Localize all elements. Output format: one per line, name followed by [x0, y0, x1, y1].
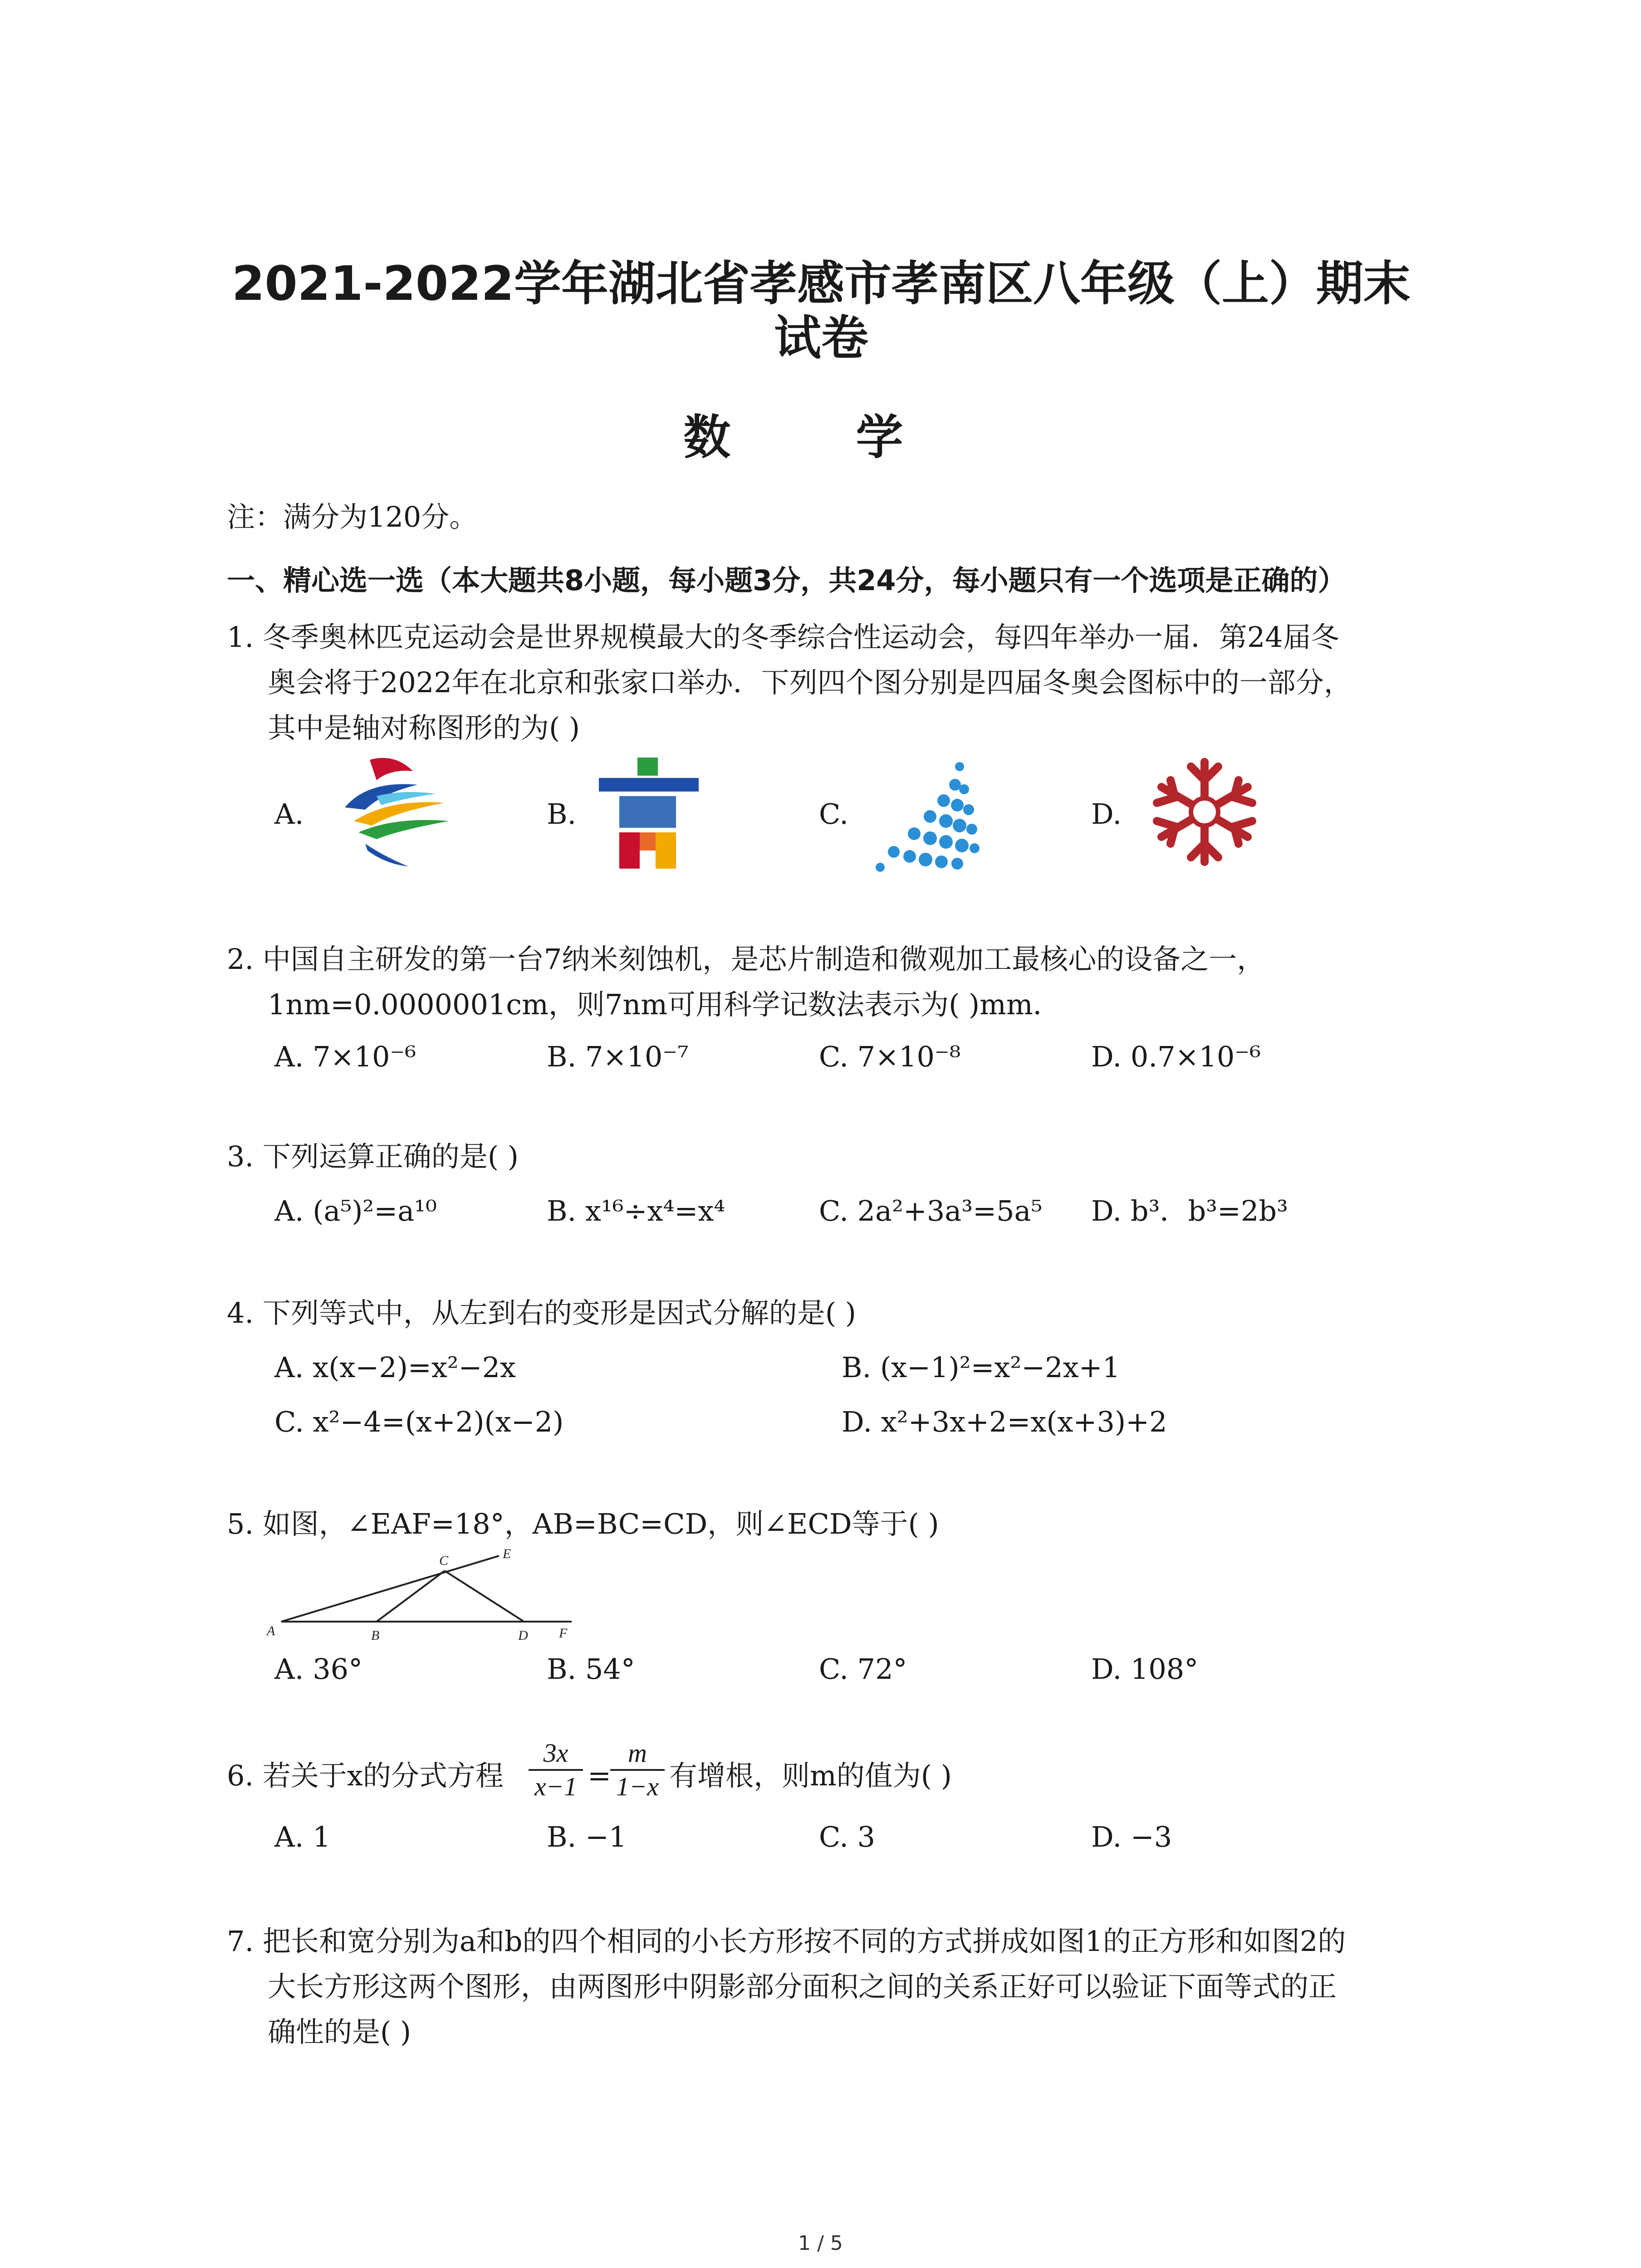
q2-option-d: D. 0.7×10⁻⁶: [1091, 1040, 1261, 1073]
q3-text-line1: 3. 下列运算正确的是( ): [227, 1140, 519, 1173]
q6-option-d: D. −3: [1091, 1820, 1172, 1853]
q5-option-c: C. 72°: [819, 1652, 907, 1686]
q1-text-line3: 其中是轴对称图形的为( ): [268, 711, 580, 744]
q5-option-a: A. 36°: [274, 1652, 363, 1686]
q5-label-f: F: [559, 1626, 568, 1641]
q1-option-c: C.: [819, 797, 848, 831]
q3-option-a: A. (a⁵)²=a¹⁰: [274, 1194, 437, 1227]
q4-option-c: C. x²−4=(x+2)(x−2): [274, 1405, 564, 1438]
beijing-logo-icon: [327, 753, 458, 871]
q6-option-b: B. −1: [547, 1820, 627, 1853]
exam-title-line2: 试卷: [774, 310, 868, 366]
q5-option-b: B. 54°: [547, 1652, 635, 1686]
inukshuk-icon: [594, 753, 703, 871]
q6-fraction-1: [529, 1737, 583, 1803]
q5-label-b: B: [371, 1628, 380, 1643]
q5-text-line1: 5. 如图，∠EAF=18°，AB=BC=CD，则∠ECD等于( ): [227, 1507, 939, 1540]
q4-option-a: A. x(x−2)=x²−2x: [274, 1351, 516, 1384]
q7-text-line3: 确性的是( ): [268, 2015, 411, 2048]
q6-frac1-numerator: 3x: [529, 1737, 583, 1771]
q5-label-e: E: [503, 1546, 511, 1561]
snowflake-icon: [1143, 753, 1266, 871]
q1-text-line2: 奥会将于2022年在北京和张家口举办．下列四个图分别是四届冬奥会图标中的一部分，: [268, 666, 1352, 699]
subject-heading: 数 学: [683, 410, 958, 465]
q5-label-d: D: [518, 1628, 528, 1643]
q6-text-prefix: 6. 若关于x的分式方程: [227, 1759, 504, 1792]
q7-text-line1: 7. 把长和宽分别为a和b的四个相同的小长方形按不同的方式拼成如图1的正方形和如图2的: [227, 1925, 1346, 1958]
sochi-pattern-icon: [867, 748, 985, 875]
q6-fraction-2: [610, 1737, 665, 1803]
q2-option-c: C. 7×10⁻⁸: [819, 1040, 961, 1073]
q6-option-c: C. 3: [819, 1820, 876, 1853]
exam-title-line1: 2021-2022学年湖北省孝感市孝南区八年级（上）期末: [231, 256, 1411, 311]
q5-label-c: C: [439, 1553, 449, 1568]
q2-option-a: A. 7×10⁻⁶: [274, 1040, 416, 1073]
page-number: 1 / 5: [798, 2232, 843, 2255]
q4-option-b: B. (x−1)²=x²−2x+1: [842, 1351, 1121, 1384]
q6-frac2-numerator: m: [610, 1737, 665, 1771]
section1-heading: 一、精心选一选（本大题共8小题，每小题3分，共24分，每小题只有一个选项是正确的）: [227, 564, 1346, 597]
q6-frac2-denominator: 1−x: [616, 1772, 659, 1801]
q2-text-line2: 1nm=0.0000001cm，则7nm可用科学记数法表示为( )mm．: [268, 988, 1061, 1021]
q3-option-b: B. x¹⁶÷x⁴=x⁴: [547, 1194, 725, 1227]
score-note: 注：满分为120分。: [227, 500, 478, 533]
q1-option-b: B.: [547, 797, 577, 831]
q5-option-d: D. 108°: [1091, 1652, 1199, 1686]
q4-text-line1: 4. 下列等式中，从左到右的变形是因式分解的是( ): [227, 1296, 856, 1330]
q5-triangle-figure: [263, 1545, 590, 1649]
q6-option-a: A. 1: [274, 1820, 331, 1853]
q1-text-line1: 1. 冬季奥林匹克运动会是世界规模最大的冬季综合性运动会，每四年举办一届．第24届冬: [227, 621, 1339, 654]
q4-option-d: D. x²+3x+2=x(x+3)+2: [842, 1405, 1167, 1438]
q6-frac1-denominator: x−1: [534, 1772, 577, 1801]
q6-text-suffix: 有增根，则m的值为( ): [669, 1759, 952, 1792]
q6-equals-sign: =: [588, 1759, 611, 1792]
q5-label-a: A: [267, 1623, 275, 1638]
q7-text-line2: 大长方形这两个图形，由两图形中阴影部分面积之间的关系正好可以验证下面等式的正: [268, 1970, 1337, 2003]
q3-option-c: C. 2a²+3a³=5a⁵: [819, 1194, 1043, 1227]
q3-option-d: D. b³．b³=2b³: [1091, 1194, 1288, 1227]
q1-option-a: A.: [274, 797, 304, 831]
q1-option-d: D.: [1091, 797, 1122, 831]
q2-option-b: B. 7×10⁻⁷: [547, 1040, 689, 1073]
q2-text-line1: 2. 中国自主研发的第一台7纳米刻蚀机，是芯片制造和微观加工最核心的设备之一，: [227, 943, 1265, 976]
